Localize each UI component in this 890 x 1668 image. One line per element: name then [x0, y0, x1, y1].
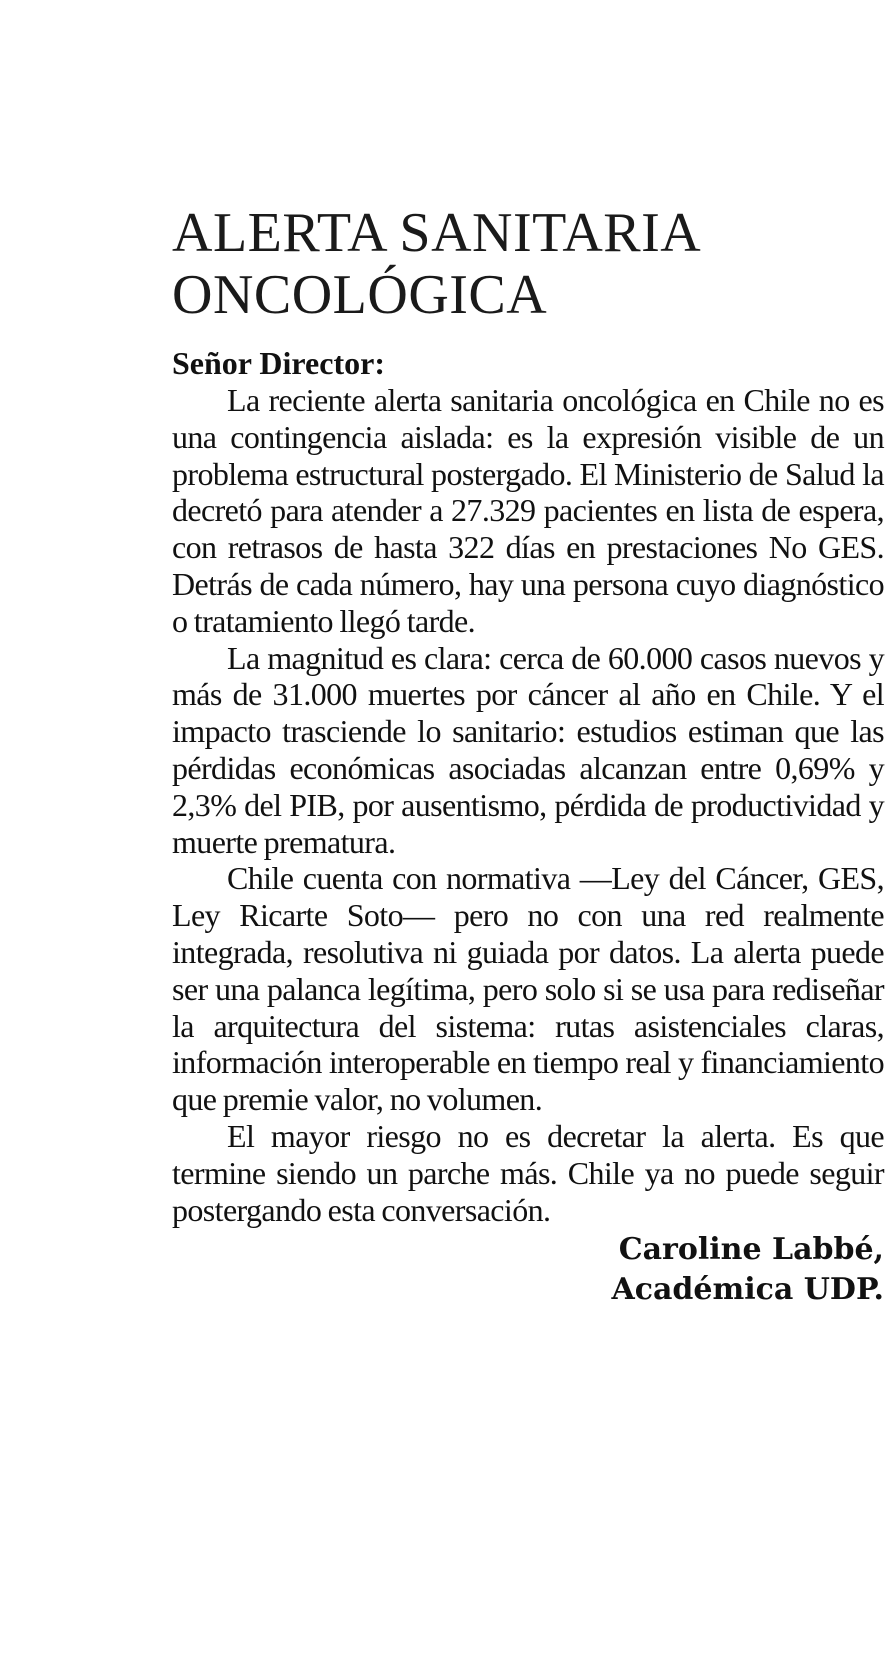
paragraph-3: Chile cuenta con normativa —Ley del Cáncer, GES, Ley Ricarte Soto— pero no con una red realmente integrada, resolutiva ni guiada por datos. La alerta puede ser una palanca legítima, pero solo si se usa para rediseñar la arquitectura del sistema: rutas asistenciales claras, información interoperable en tiempo real y financiamiento que premie valor, no volumen. — [172, 860, 884, 1118]
headline-line-2: ONCOLÓGICA — [172, 264, 548, 326]
paragraph-4: El mayor riesgo no es decretar la alerta. Es que termine siendo un parche más. Chile ya no puede seguir postergando esta conversación. — [172, 1117, 884, 1228]
headline — [172, 202, 884, 326]
paragraph-2: La magnitud es clara: cerca de 60.000 casos nuevos y más de 31.000 muertes por cáncer al año en Chile. Y el impacto trasciende lo sanitario: estudios estiman que las pérdidas económicas asociadas alcanzan entre 0,69% y 2,3% del PIB, por ausentismo, pérdida de productividad y muerte prematura. — [172, 639, 884, 860]
letter-to-editor — [172, 202, 884, 1310]
salutation: Señor Director: — [172, 345, 385, 381]
headline-line-1: ALERTA SANITARIA — [172, 202, 702, 264]
signature — [172, 1230, 884, 1310]
paragraph-1: La reciente alerta sanitaria oncológica en Chile no es una contingencia aislada: es la expresión visible de un problema estructural postergado. El Ministerio de Salud la decretó para atender a 27.329 pacientes en lista de espera, con retrasos de hasta 322 días en prestaciones No GES. Detrás de cada número, hay una persona cuyo diagnóstico o tratamiento llegó tarde. — [172, 382, 884, 639]
signature-name: Caroline Labbé, — [618, 1232, 884, 1268]
signature-affiliation: Académica UDP. — [611, 1272, 884, 1308]
